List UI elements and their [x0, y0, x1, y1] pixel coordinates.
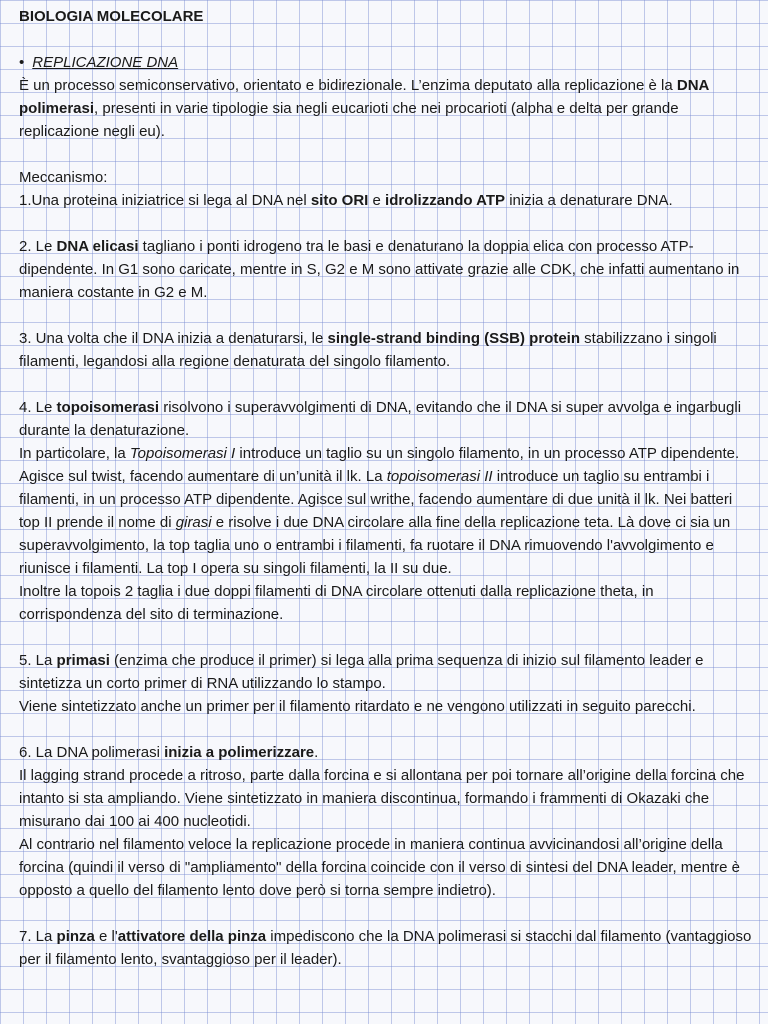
text-run: Meccanismo:: [19, 169, 108, 186]
text-run: 2. Le: [19, 238, 57, 255]
bold-term: DNA elicasi: [56, 238, 139, 255]
text-run: 1.Una proteina iniziatrice si lega al DNA nel: [19, 192, 311, 209]
text-run: .: [314, 744, 319, 761]
paragraph-step-7: [19, 925, 754, 971]
bold-term: primasi: [56, 652, 110, 669]
text-run: e: [368, 192, 386, 209]
bold-term: topoisomerasi: [56, 399, 160, 416]
paragraph-step-4-detail: [19, 442, 754, 580]
text-run: 4. Le: [19, 399, 57, 416]
bold-term: inizia a polimerizzare: [164, 744, 315, 761]
text-run: tagliano i ponti idrogeno tra le basi e denaturano la doppia elica con processo ATP-dipendente. In G1 sono caricate, mentre in S, G2 e M sono attivate grazie alle CDK, che infatti aumentano in maniera costante in G2 e M.: [19, 238, 740, 301]
spacer: [19, 718, 754, 741]
text-run: In particolare, la: [19, 445, 130, 462]
text-run: 6. La DNA polimerasi: [19, 744, 165, 761]
italic-term: topoisomerasi II: [386, 468, 493, 485]
notes-document: [19, 5, 754, 971]
text-run: e l': [94, 928, 118, 945]
text-run: 3. Una volta che il DNA inizia a denaturarsi, le: [19, 330, 328, 347]
text-run: 5. La: [19, 652, 57, 669]
paragraph-meccanismo-label: [19, 166, 754, 189]
paragraph-step-2: [19, 235, 754, 304]
text-run: e risolve i due DNA circolare alla fine della replicazione teta. Là dove ci sia un superavvolgimento, la top taglia uno o entrambi i filamenti, fa ruotare il DNA rimuovendo l'avvolgimento e riunisce i filamenti. La top I opera su singoli filamenti, la II su due.: [19, 514, 731, 577]
bold-term: pinza: [56, 928, 95, 945]
text-run: stabilizzano i singoli filamenti, legandosi alla regione denaturata del singolo filamento.: [19, 330, 717, 370]
paragraph-step-6-lagging: [19, 764, 754, 833]
bold-term: single-strand binding (SSB) protein: [327, 330, 580, 347]
text-run: 7. La: [19, 928, 57, 945]
bold-term: idrolizzando ATP: [385, 192, 506, 209]
bold-term: DNA polimerasi: [19, 77, 709, 117]
bullet-icon: •: [19, 54, 25, 71]
text-run: (enzima che produce il primer) si lega alla prima sequenza di inizio sul filamento leader e sintetizza un corto primer di RNA utilizzando lo stampo.: [19, 652, 704, 692]
text-run: Al contrario nel filamento veloce la replicazione procede in maniera continua avvicinandosi all’origine della forcina (quindi il verso di "ampliamento" della forcina coincide con il verso di sintesi del DNA leader, mentre è opposto a quello del filamento lento dove però si torna sempre indietro).: [19, 836, 741, 899]
text-run: introduce un taglio su un singolo filamento, in un processo ATP dipendente. Agisce sul twist, facendo aumentare di un’unità il lk. La: [19, 445, 740, 485]
text-run: Viene sintetizzato anche un primer per il filamento ritardato e ne vengono utilizzati in seguito parecchi.: [19, 698, 696, 715]
italic-term: girasi: [175, 514, 212, 531]
spacer: [19, 212, 754, 235]
paragraph-list: [19, 74, 754, 971]
spacer: [19, 373, 754, 396]
paragraph-step-5-extra: [19, 695, 754, 718]
document-title: BIOLOGIA MOLECOLARE: [19, 8, 204, 25]
section-heading-text: REPLICAZIONE DNA: [32, 54, 179, 71]
text-run: Inoltre la topois 2 taglia i due doppi filamenti di DNA circolare ottenuti dalla replicazione theta, in corrispondenza del sito di terminazione.: [19, 583, 654, 623]
paragraph-step-5: [19, 649, 754, 695]
bold-term: attivatore della pinza: [117, 928, 267, 945]
paragraph-step-1: [19, 189, 754, 212]
paragraph-step-6: [19, 741, 754, 764]
text-run: , presenti in varie tipologie sia negli eucarioti che nei procarioti (alpha e delta per grande replicazione negli eu).: [19, 100, 679, 140]
paragraph-step-4: [19, 396, 754, 442]
italic-term: Topoisomerasi I: [129, 445, 236, 462]
paragraph-step-6-leading: [19, 833, 754, 902]
text-run: inizia a denaturare DNA.: [505, 192, 673, 209]
paragraph-step-4-extra: [19, 580, 754, 626]
paragraph-step-3: [19, 327, 754, 373]
text-run: risolvono i superavvolgimenti di DNA, evitando che il DNA si super avvolga e ingarbugli durante la denaturazione.: [19, 399, 742, 439]
section-heading: [19, 51, 754, 74]
spacer: [19, 304, 754, 327]
text-run: introduce un taglio su entrambi i filamenti, in un processo ATP dipendente. Agisce sul writhe, facendo aumentare di due unità il lk. Nei batteri top II prende il nome di: [19, 468, 733, 531]
paragraph-intro: [19, 74, 754, 143]
spacer: [19, 28, 754, 51]
text-run: impediscono che la DNA polimerasi si stacchi dal filamento (vantaggioso per il filamento lento, svantaggioso per il leader).: [19, 928, 752, 968]
spacer: [19, 143, 754, 166]
spacer: [19, 902, 754, 925]
text-run: È un processo semiconservativo, orientato e bidirezionale. L’enzima deputato alla replicazione è la: [19, 77, 677, 94]
text-run: Il lagging strand procede a ritroso, parte dalla forcina e si allontana per poi tornare all’origine della forcina che intanto si sta ampliando. Viene sintetizzato in maniera discontinua, formando i frammenti di Okazaki che misurano dai 100 ai 400 nucleotidi.: [19, 767, 745, 830]
spacer: [19, 626, 754, 649]
bold-term: sito ORI: [310, 192, 369, 209]
